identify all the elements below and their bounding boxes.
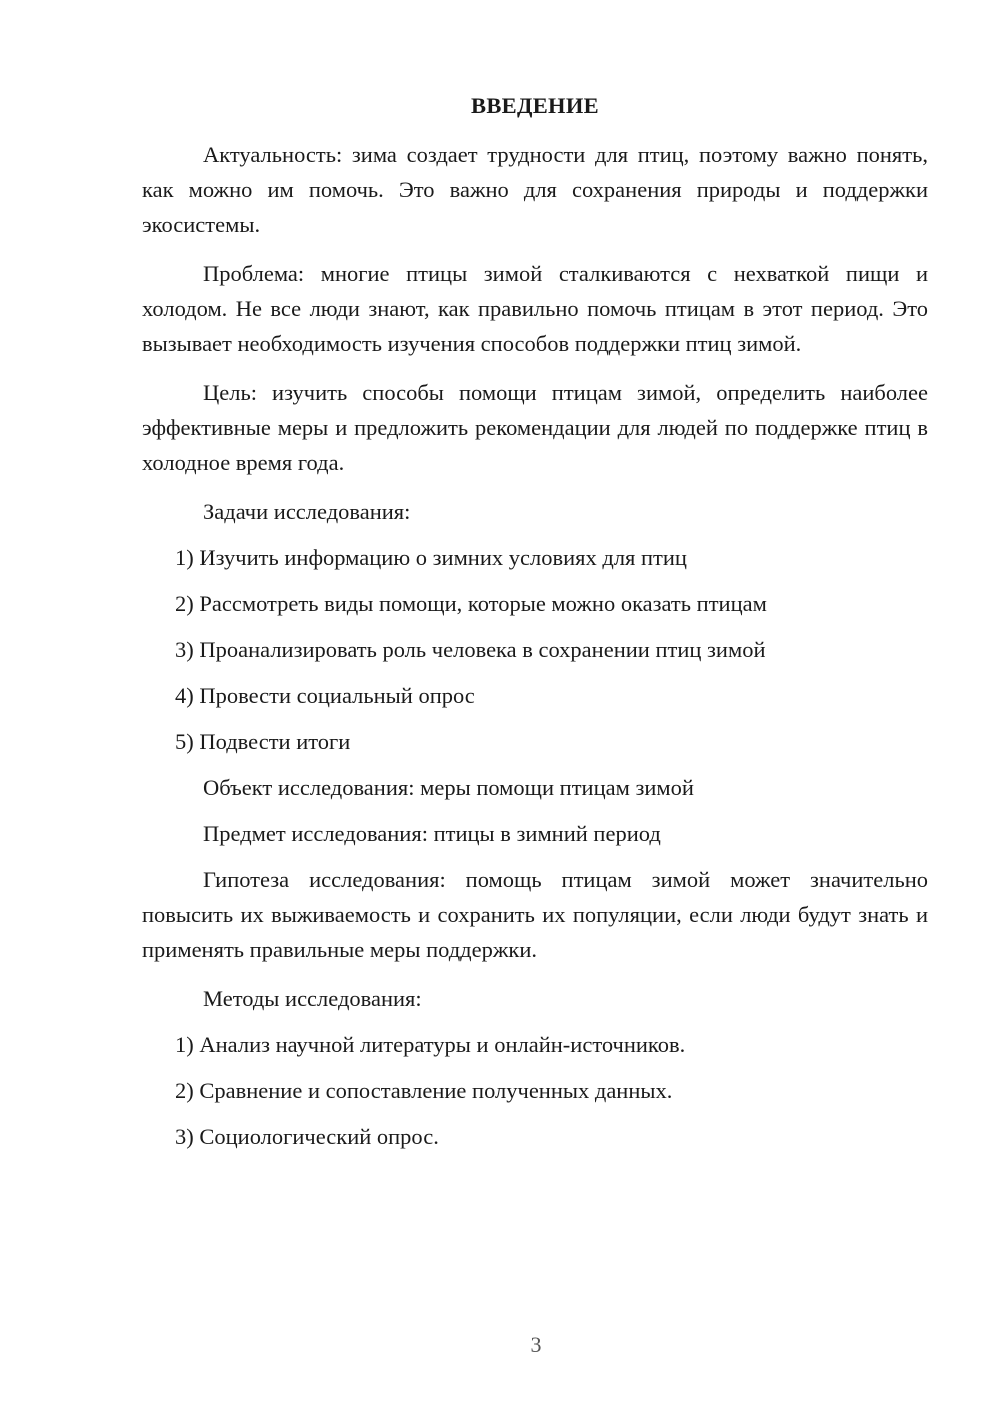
method-item: 2) Сравнение и сопоставление полученных данных. (175, 1078, 673, 1103)
hypothesis-paragraph: Гипотеза исследования: помощь птицам зимой может значительно повысить их выживаемость и сохранить их популяции, если люди будут знать и применять правильные меры поддержки. (142, 867, 928, 962)
problem-paragraph: Проблема: многие птицы зимой сталкиваются с нехваткой пищи и холодом. Не все люди знают, как правильно помочь птицам в этот период. Это вызывает необходимость изучения способов поддержки птиц зимой. (142, 261, 928, 356)
task-item: 5) Подвести итоги (175, 729, 351, 754)
task-item: 2) Рассмотреть виды помощи, которые можно оказать птицам (175, 591, 767, 616)
page-number: 3 (530, 1332, 542, 1357)
goal-paragraph: Цель: изучить способы помощи птицам зимой, определить наиболее эффективные меры и предложить рекомендации для людей по поддержке птиц в холодное время года. (142, 380, 928, 475)
section-title: ВВЕДЕНИЕ (471, 93, 599, 118)
task-item: 1) Изучить информацию о зимних условиях для птиц (175, 545, 687, 570)
task-item: 3) Проанализировать роль человека в сохранении птиц зимой (175, 637, 766, 662)
document-page (142, 88, 928, 1165)
tasks-heading: Задачи исследования: (203, 499, 411, 524)
methods-heading: Методы исследования: (203, 986, 422, 1011)
method-item: 3) Социологический опрос. (175, 1124, 439, 1149)
research-subject: Предмет исследования: птицы в зимний период (203, 821, 661, 846)
relevance-paragraph: Актуальность: зима создает трудности для птиц, поэтому важно понять, как можно им помочь. Это важно для сохранения природы и поддержки экосистемы. (142, 142, 928, 237)
research-object: Объект исследования: меры помощи птицам зимой (203, 775, 694, 800)
task-item: 4) Провести социальный опрос (175, 683, 475, 708)
method-item: 1) Анализ научной литературы и онлайн-источников. (175, 1032, 686, 1057)
